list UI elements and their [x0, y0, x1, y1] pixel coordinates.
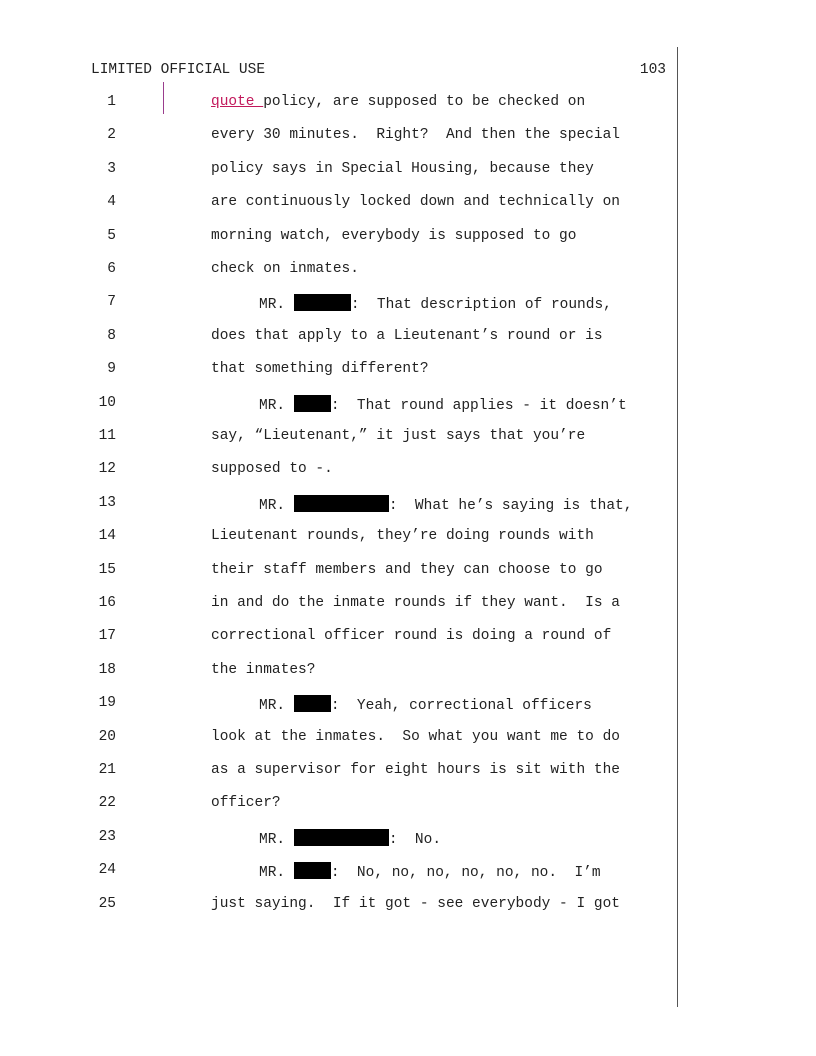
line-text	[211, 428, 585, 444]
transcript-line	[0, 194, 816, 214]
line-number: 25	[98, 895, 116, 912]
line-content: supposed to -.	[211, 461, 333, 478]
line-content: officer?	[211, 795, 281, 812]
line-number: 13	[98, 494, 116, 511]
transcript-line	[0, 662, 816, 682]
redaction-box	[294, 695, 331, 712]
line-number: 8	[107, 327, 116, 344]
transcript-line	[0, 127, 816, 147]
transcript-line	[0, 762, 816, 782]
transcript-line	[0, 361, 816, 381]
line-content: every 30 minutes. Right? And then the special	[211, 127, 620, 144]
line-content: say, “Lieutenant,” it just says that you’re	[211, 428, 586, 444]
speaker-prefix: MR.	[259, 397, 286, 414]
line-text	[211, 562, 603, 578]
speaker-prefix: MR.	[259, 831, 286, 848]
line-text	[211, 328, 603, 344]
speaker-statement: : No, no, no, no, no, no. I’m	[330, 865, 601, 882]
line-text	[211, 795, 281, 811]
line-text	[211, 261, 359, 277]
line-text	[211, 862, 601, 881]
line-content: Lieutenant rounds, they’re doing rounds with	[211, 528, 594, 545]
line-text	[211, 628, 611, 644]
line-content: does that apply to a Lieutenant’s round or is	[211, 327, 603, 344]
line-content: are continuously locked down and technically on	[211, 194, 620, 211]
speaker-prefix: MR.	[259, 865, 286, 882]
line-number: 6	[107, 261, 116, 277]
line-content: in and do the inmate rounds if they want. Is a	[211, 595, 620, 611]
transcript-line	[0, 528, 816, 548]
speaker-prefix: MR.	[259, 698, 286, 715]
transcript-line	[0, 695, 816, 715]
transcript-line	[0, 328, 816, 348]
transcript-line	[0, 829, 816, 849]
line-text	[211, 896, 620, 912]
line-number: 17	[98, 628, 116, 645]
line-number: 4	[107, 194, 116, 211]
line-text	[211, 94, 585, 110]
transcript-line	[0, 94, 816, 114]
transcript-line	[0, 595, 816, 615]
line-content: their staff members and they can choose to go	[211, 561, 603, 578]
line-text	[211, 194, 620, 210]
line-number: 15	[98, 561, 116, 578]
line-content: that something different?	[211, 361, 429, 378]
transcript-line	[0, 628, 816, 648]
line-text	[211, 161, 594, 177]
speaker-prefix: MR.	[259, 297, 286, 314]
line-content: just saying. If it got - see everybody - I got	[211, 895, 620, 912]
line-text	[211, 395, 627, 414]
redaction-box	[294, 395, 331, 412]
transcript-line	[0, 896, 816, 916]
line-text	[211, 528, 594, 544]
line-number: 14	[98, 528, 116, 545]
line-number: 11	[98, 428, 116, 444]
line-text	[211, 127, 620, 143]
transcript-line	[0, 461, 816, 481]
line-number: 21	[98, 762, 116, 778]
speaker-statement: : That round applies - it doesn’t	[330, 397, 627, 414]
line-text	[211, 662, 315, 678]
line-number: 2	[107, 127, 116, 144]
line-text	[211, 695, 592, 714]
line-number: 1	[107, 94, 116, 110]
transcript-line	[0, 729, 816, 749]
speaker-prefix: MR.	[259, 497, 286, 514]
line-content: look at the inmates. So what you want me to do	[211, 728, 620, 745]
transcript-line	[0, 261, 816, 281]
speaker-statement: : That description of rounds,	[350, 297, 612, 314]
line-number: 7	[107, 294, 116, 311]
line-content: correctional officer round is doing a round of	[211, 628, 612, 645]
line-text	[211, 495, 632, 514]
line-text	[211, 228, 576, 244]
line-number: 3	[107, 160, 116, 177]
transcript-line	[0, 562, 816, 582]
line-number: 10	[98, 394, 116, 411]
transcript-line	[0, 395, 816, 415]
line-number: 19	[98, 695, 116, 712]
transcript-line	[0, 161, 816, 181]
line-text	[211, 294, 612, 313]
speaker-statement: : No.	[388, 831, 442, 848]
line-content: check on inmates.	[211, 261, 359, 277]
line-content: as a supervisor for eight hours is sit with the	[211, 762, 620, 778]
speaker-statement: : Yeah, correctional officers	[330, 698, 592, 715]
redaction-box	[294, 294, 351, 311]
line-number: 12	[98, 461, 116, 478]
redaction-box	[294, 495, 389, 512]
transcript-line	[0, 228, 816, 248]
line-text	[211, 361, 429, 377]
line-number: 23	[98, 828, 116, 845]
transcript-line	[0, 294, 816, 314]
line-content: policy, are supposed to be checked on	[263, 94, 586, 110]
transcript-line	[0, 795, 816, 815]
line-text	[211, 595, 620, 611]
speaker-statement: : What he’s saying is that,	[388, 497, 633, 514]
line-number: 18	[98, 661, 116, 678]
line-content: morning watch, everybody is supposed to go	[211, 227, 577, 244]
tracked-insertion: quote	[211, 94, 264, 110]
line-number: 24	[98, 862, 116, 879]
transcript-line	[0, 862, 816, 882]
redaction-box	[294, 829, 389, 846]
page-number: 103	[639, 62, 666, 78]
line-number: 5	[107, 227, 116, 244]
line-number: 22	[98, 795, 116, 812]
line-text	[211, 461, 333, 477]
line-number: 20	[98, 728, 116, 745]
transcript-line	[0, 495, 816, 515]
redaction-box	[294, 862, 331, 879]
line-content: policy says in Special Housing, because they	[211, 160, 594, 177]
line-text	[211, 729, 620, 745]
line-text	[211, 762, 620, 778]
line-number: 16	[98, 595, 116, 611]
line-text	[211, 829, 441, 848]
header-classification: LIMITED OFFICIAL USE	[91, 62, 266, 78]
transcript-line	[0, 428, 816, 448]
line-content: the inmates?	[211, 661, 316, 678]
line-number: 9	[107, 361, 116, 378]
